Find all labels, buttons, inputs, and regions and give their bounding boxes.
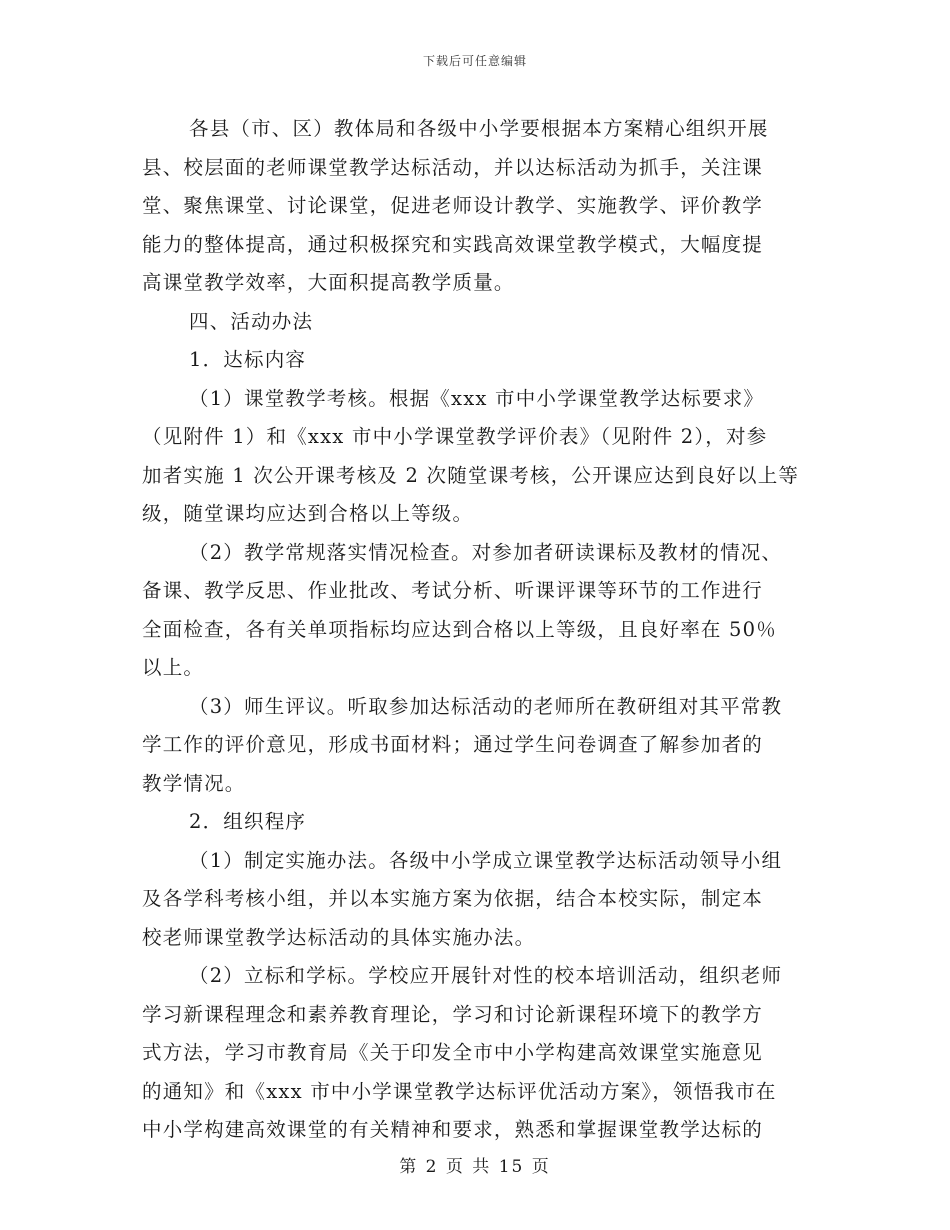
text-line: 教学情况。 (142, 771, 246, 795)
text-line: 中小学构建高效课堂的有关精神和要求，熟悉和掌握课堂教学达标的 (142, 1118, 764, 1141)
text-line: 学工作的评价意见，形成书面材料；通过学生问卷调查了解参加者的 (142, 733, 764, 756)
document-body (142, 110, 814, 1150)
text-line: （见附件 1）和《xxx 市中小学课堂教学评价表》（见附件 2），对参 (142, 425, 768, 448)
text-line: 能力的整体提高，通过积极探究和实践高效课堂教学模式，大幅度提 (142, 232, 764, 256)
text-line: 及各学科考核小组，并以本实施方案为依据，结合本校实际，制定本 (142, 887, 764, 910)
text-line: （1）课堂教学考核。根据《xxx 市中小学课堂教学达标要求》 (189, 386, 765, 410)
subsection-heading: 1．达标内容 (189, 348, 307, 371)
text-line: （3）师生评议。听取参加达标活动的老师所在教研组对其平常教 (189, 694, 783, 718)
text-line: （1）制定实施办法。各级中小学成立课堂教学达标活动领导小组 (189, 848, 783, 872)
text-line: 各县（市、区）教体局和各级中小学要根据本方案精心组织开展 (189, 117, 769, 140)
text-line: 全面检查，各有关单项指标均应达到合格以上等级，且良好率在 50％ (142, 617, 777, 641)
text-line: 加者实施 1 次公开课考核及 2 次随堂课考核，公开课应达到良好以上等 (142, 463, 800, 487)
text-line: 堂、聚焦课堂、讨论课堂，促进老师设计教学、实施教学、评价教学 (142, 194, 764, 217)
text-line: （2）立标和学标。学校应开展针对性的校本培训活动，组织老师 (189, 964, 783, 987)
text-line: 式方法，学习市教育局《关于印发全市中小学构建高效课堂实施意见 (142, 1041, 764, 1064)
text-line: 县、校层面的老师课堂教学达标活动，并以达标活动为抓手，关注课 (142, 155, 764, 179)
text-line: 的通知》和《xxx 市中小学课堂教学达标评优活动方案》，领悟我市在 (142, 1079, 777, 1103)
subsection-heading: 2．组织程序 (189, 810, 307, 833)
text-line: 级，随堂课均应达到合格以上等级。 (142, 502, 474, 525)
text-line: 高课堂教学效率，大面积提高教学质量。 (142, 271, 515, 294)
text-line: 学习新课程理念和素养教育理论，学习和讨论新课程环境下的教学方 (142, 1002, 764, 1026)
text-line: 备课、教学反思、作业批改、考试分析、听课评课等环节的工作进行 (142, 579, 764, 602)
page-number-footer: 第 2 页 共 15 页 (399, 1157, 551, 1177)
section-heading: 四、活动办法 (189, 309, 314, 333)
text-line: 以上。 (142, 656, 205, 679)
text-line: （2）教学常规落实情况检查。对参加者研读课标及教材的情况、 (189, 540, 783, 564)
text-line: 校老师课堂教学达标活动的具体实施办法。 (142, 925, 536, 949)
page-header: 下载后可任意编辑 (422, 54, 527, 68)
